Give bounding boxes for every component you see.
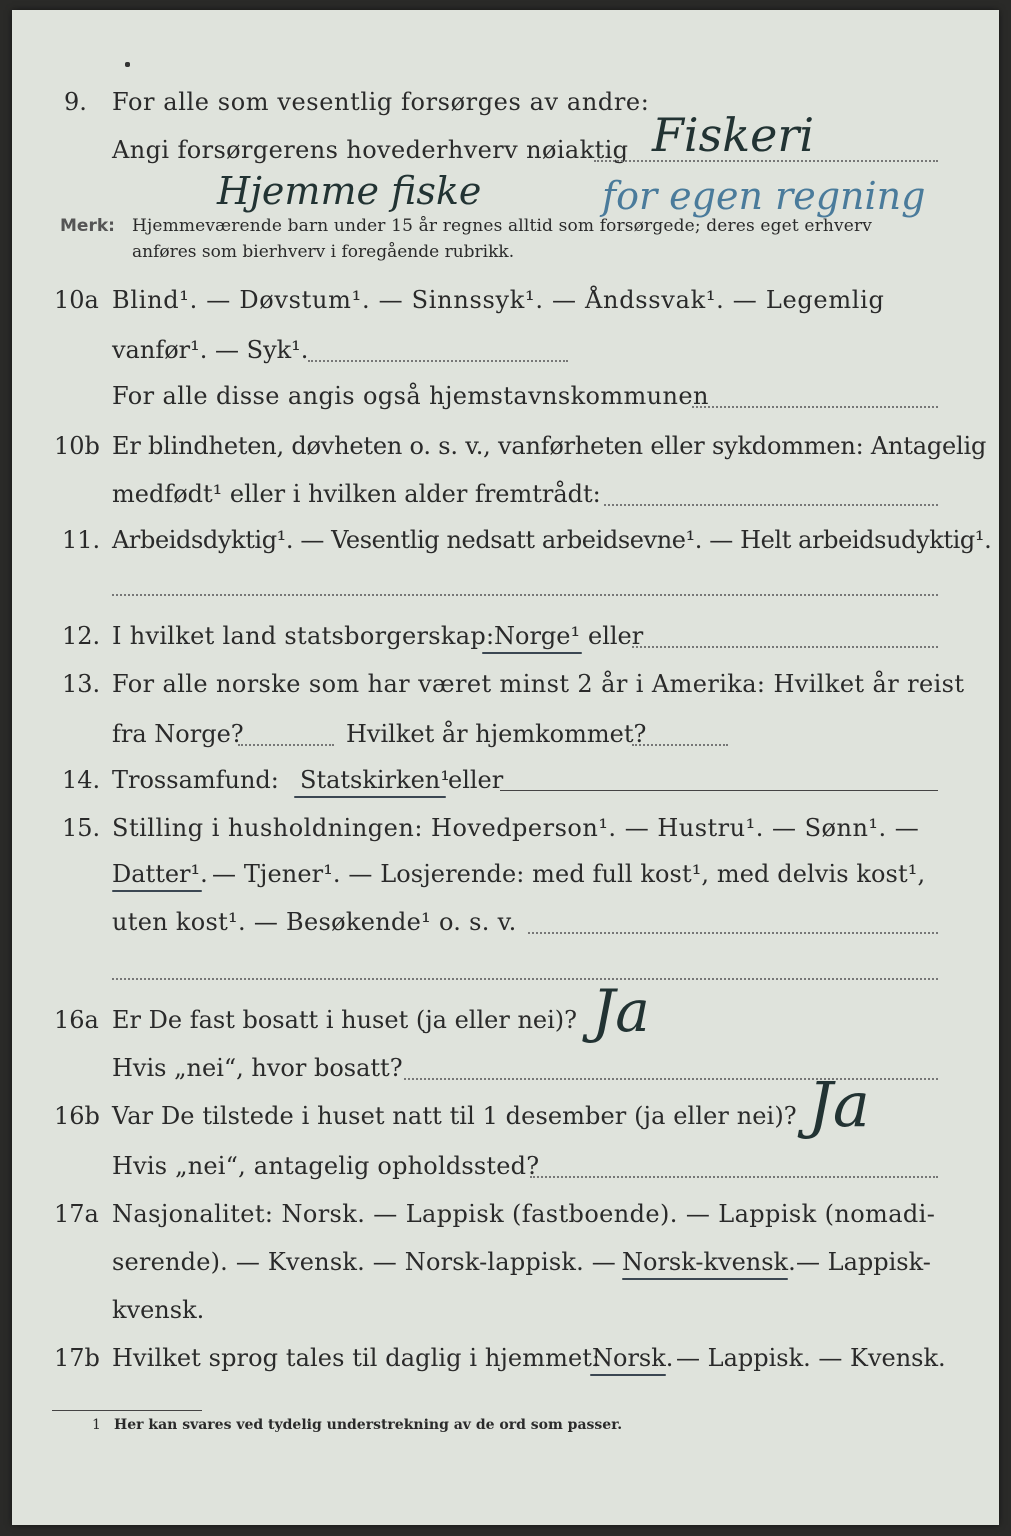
q13-text-line1: For alle norske som har været minst 2 år i Amerika: Hvilket år reist bbox=[112, 670, 965, 698]
q10a-text-line2: vanfør¹. — Syk¹. bbox=[112, 336, 309, 364]
footnote-mark: 1 bbox=[92, 1417, 101, 1433]
q14-option-statskirken: Statskirken¹ bbox=[300, 766, 450, 794]
q12-norge-underline bbox=[482, 652, 582, 654]
q15-text-line3: uten kost¹. — Besøkende¹ o. s. v. bbox=[112, 908, 517, 936]
q16b-answer-line bbox=[530, 1176, 938, 1178]
q16a-text-line2: Hvis „nei“, hvor bosatt? bbox=[112, 1054, 403, 1082]
q10b-text-line2: medfødt¹ eller i hvilken alder fremtrådt: bbox=[112, 480, 601, 508]
q16a-number: 16a bbox=[54, 1006, 99, 1034]
q16b-handwritten-answer: Ja bbox=[808, 1068, 870, 1141]
q14-statskirken-underline bbox=[294, 796, 446, 798]
q13-text-b: Hvilket år hjemkommet? bbox=[346, 720, 647, 748]
q12-text-c: eller bbox=[588, 622, 644, 650]
q10b-text-line1: Er blindheten, døvheten o. s. v., vanførheten eller sykdommen: Antagelig bbox=[112, 432, 987, 460]
q13-hjemkommet-line bbox=[632, 744, 728, 746]
q15-answer-line bbox=[528, 932, 938, 934]
q9-text-line1: For alle som vesentlig forsørges av andre: bbox=[112, 88, 650, 116]
q15-number: 15. bbox=[62, 814, 101, 842]
q16a-handwritten-answer: Ja bbox=[592, 977, 650, 1045]
q17a-text-line3: kvensk. bbox=[112, 1296, 205, 1324]
q14-answer-line bbox=[500, 790, 938, 791]
q13-reist-line bbox=[238, 744, 334, 746]
q10a-text-line3: For alle disse angis også hjemstavnskommunen bbox=[112, 382, 709, 410]
q9-number: 9. bbox=[64, 88, 87, 116]
q10a-text-line1: Blind¹. — Døvstum¹. — Sinnssyk¹. — Åndssvak¹. — Legemlig bbox=[112, 286, 885, 314]
q15-text-line1: Stilling i husholdningen: Hovedperson¹. — Hustru¹. — Sønn¹. — bbox=[112, 814, 920, 842]
q9-handwritten-answer2a: Hjemme fiske bbox=[217, 169, 482, 213]
q16b-number: 16b bbox=[54, 1102, 100, 1130]
q11-text-line1: Arbeidsdyktig¹. — Vesentlig nedsatt arbeidsevne¹. — Helt arbeidsudyktig¹. bbox=[112, 526, 992, 554]
q17a-text-line2c: — Lappisk- bbox=[796, 1248, 931, 1276]
q12-option-norge: Norge¹ bbox=[494, 622, 581, 650]
ink-mark bbox=[125, 62, 130, 67]
q17b-number: 17b bbox=[54, 1344, 100, 1372]
q15-option-datter: Datter¹. bbox=[112, 860, 208, 888]
q13-number: 13. bbox=[62, 670, 101, 698]
q17b-text-a: Hvilket sprog tales til daglig i hjemmet: bbox=[112, 1344, 601, 1372]
q10a-hjemstavn-line bbox=[692, 406, 938, 408]
q12-number: 12. bbox=[62, 622, 101, 650]
q14-text-c: eller bbox=[448, 766, 504, 794]
merk-text-line2: anføres som bierhverv i foregående rubrikk. bbox=[132, 242, 515, 262]
q15-text-line2: — Tjener¹. — Losjerende: med full kost¹, med delvis kost¹, bbox=[212, 860, 926, 888]
q16b-text-line2: Hvis „nei“, antagelig opholdssted? bbox=[112, 1152, 540, 1180]
q10b-number: 10b bbox=[54, 432, 100, 460]
q16a-text-line1: Er De fast bosatt i huset (ja eller nei)? bbox=[112, 1006, 578, 1034]
q16b-text-line1: Var De tilstede i huset natt til 1 desember (ja eller nei)? bbox=[112, 1102, 797, 1130]
q11-number: 11. bbox=[62, 526, 101, 554]
q9-handwritten-answer1: Fiskeri bbox=[652, 108, 815, 162]
q15-datter-underline bbox=[112, 890, 202, 892]
q17a-text-line2a: serende). — Kvensk. — Norsk-lappisk. — bbox=[112, 1248, 616, 1276]
q17a-norsk-kvensk-underline bbox=[622, 1278, 788, 1280]
q14-text-a: Trossamfund: bbox=[112, 766, 279, 794]
q17a-text-line1: Nasjonalitet: Norsk. — Lappisk (fastboende). — Lappisk (nomadi- bbox=[112, 1200, 936, 1228]
footnote-text: Her kan svares ved tydelig understrekning av de ord som passer. bbox=[114, 1417, 623, 1433]
q17a-option-norsk-kvensk: Norsk-kvensk. bbox=[622, 1248, 796, 1276]
q10b-answer-line bbox=[604, 504, 938, 506]
q13-text-a: fra Norge? bbox=[112, 720, 244, 748]
merk-text-line1: Hjemmeværende barn under 15 år regnes alltid som forsørgede; deres eget erhverv bbox=[132, 216, 872, 236]
q11-answer-line bbox=[112, 594, 938, 596]
q10a-number: 10a bbox=[54, 286, 99, 314]
q12-text-a: I hvilket land statsborgerskap: bbox=[112, 622, 495, 650]
q17b-option-norsk: Norsk. bbox=[592, 1344, 674, 1372]
q9-text-line2: Angi forsørgerens hovederhverv nøiaktig bbox=[112, 136, 629, 164]
q9-handwritten-answer2b: for egen regning bbox=[602, 174, 926, 218]
q12-answer-line bbox=[632, 646, 938, 648]
q14-number: 14. bbox=[62, 766, 101, 794]
merk-label: Merk: bbox=[60, 216, 115, 236]
census-form-page bbox=[12, 10, 999, 1525]
q15-extra-line bbox=[112, 978, 938, 980]
q17b-text-c: — Lappisk. — Kvensk. bbox=[676, 1344, 946, 1372]
footnote-rule bbox=[52, 1410, 202, 1411]
q17a-number: 17a bbox=[54, 1200, 99, 1228]
q10a-answer-line bbox=[308, 360, 568, 362]
q17b-norsk-underline bbox=[590, 1374, 666, 1376]
